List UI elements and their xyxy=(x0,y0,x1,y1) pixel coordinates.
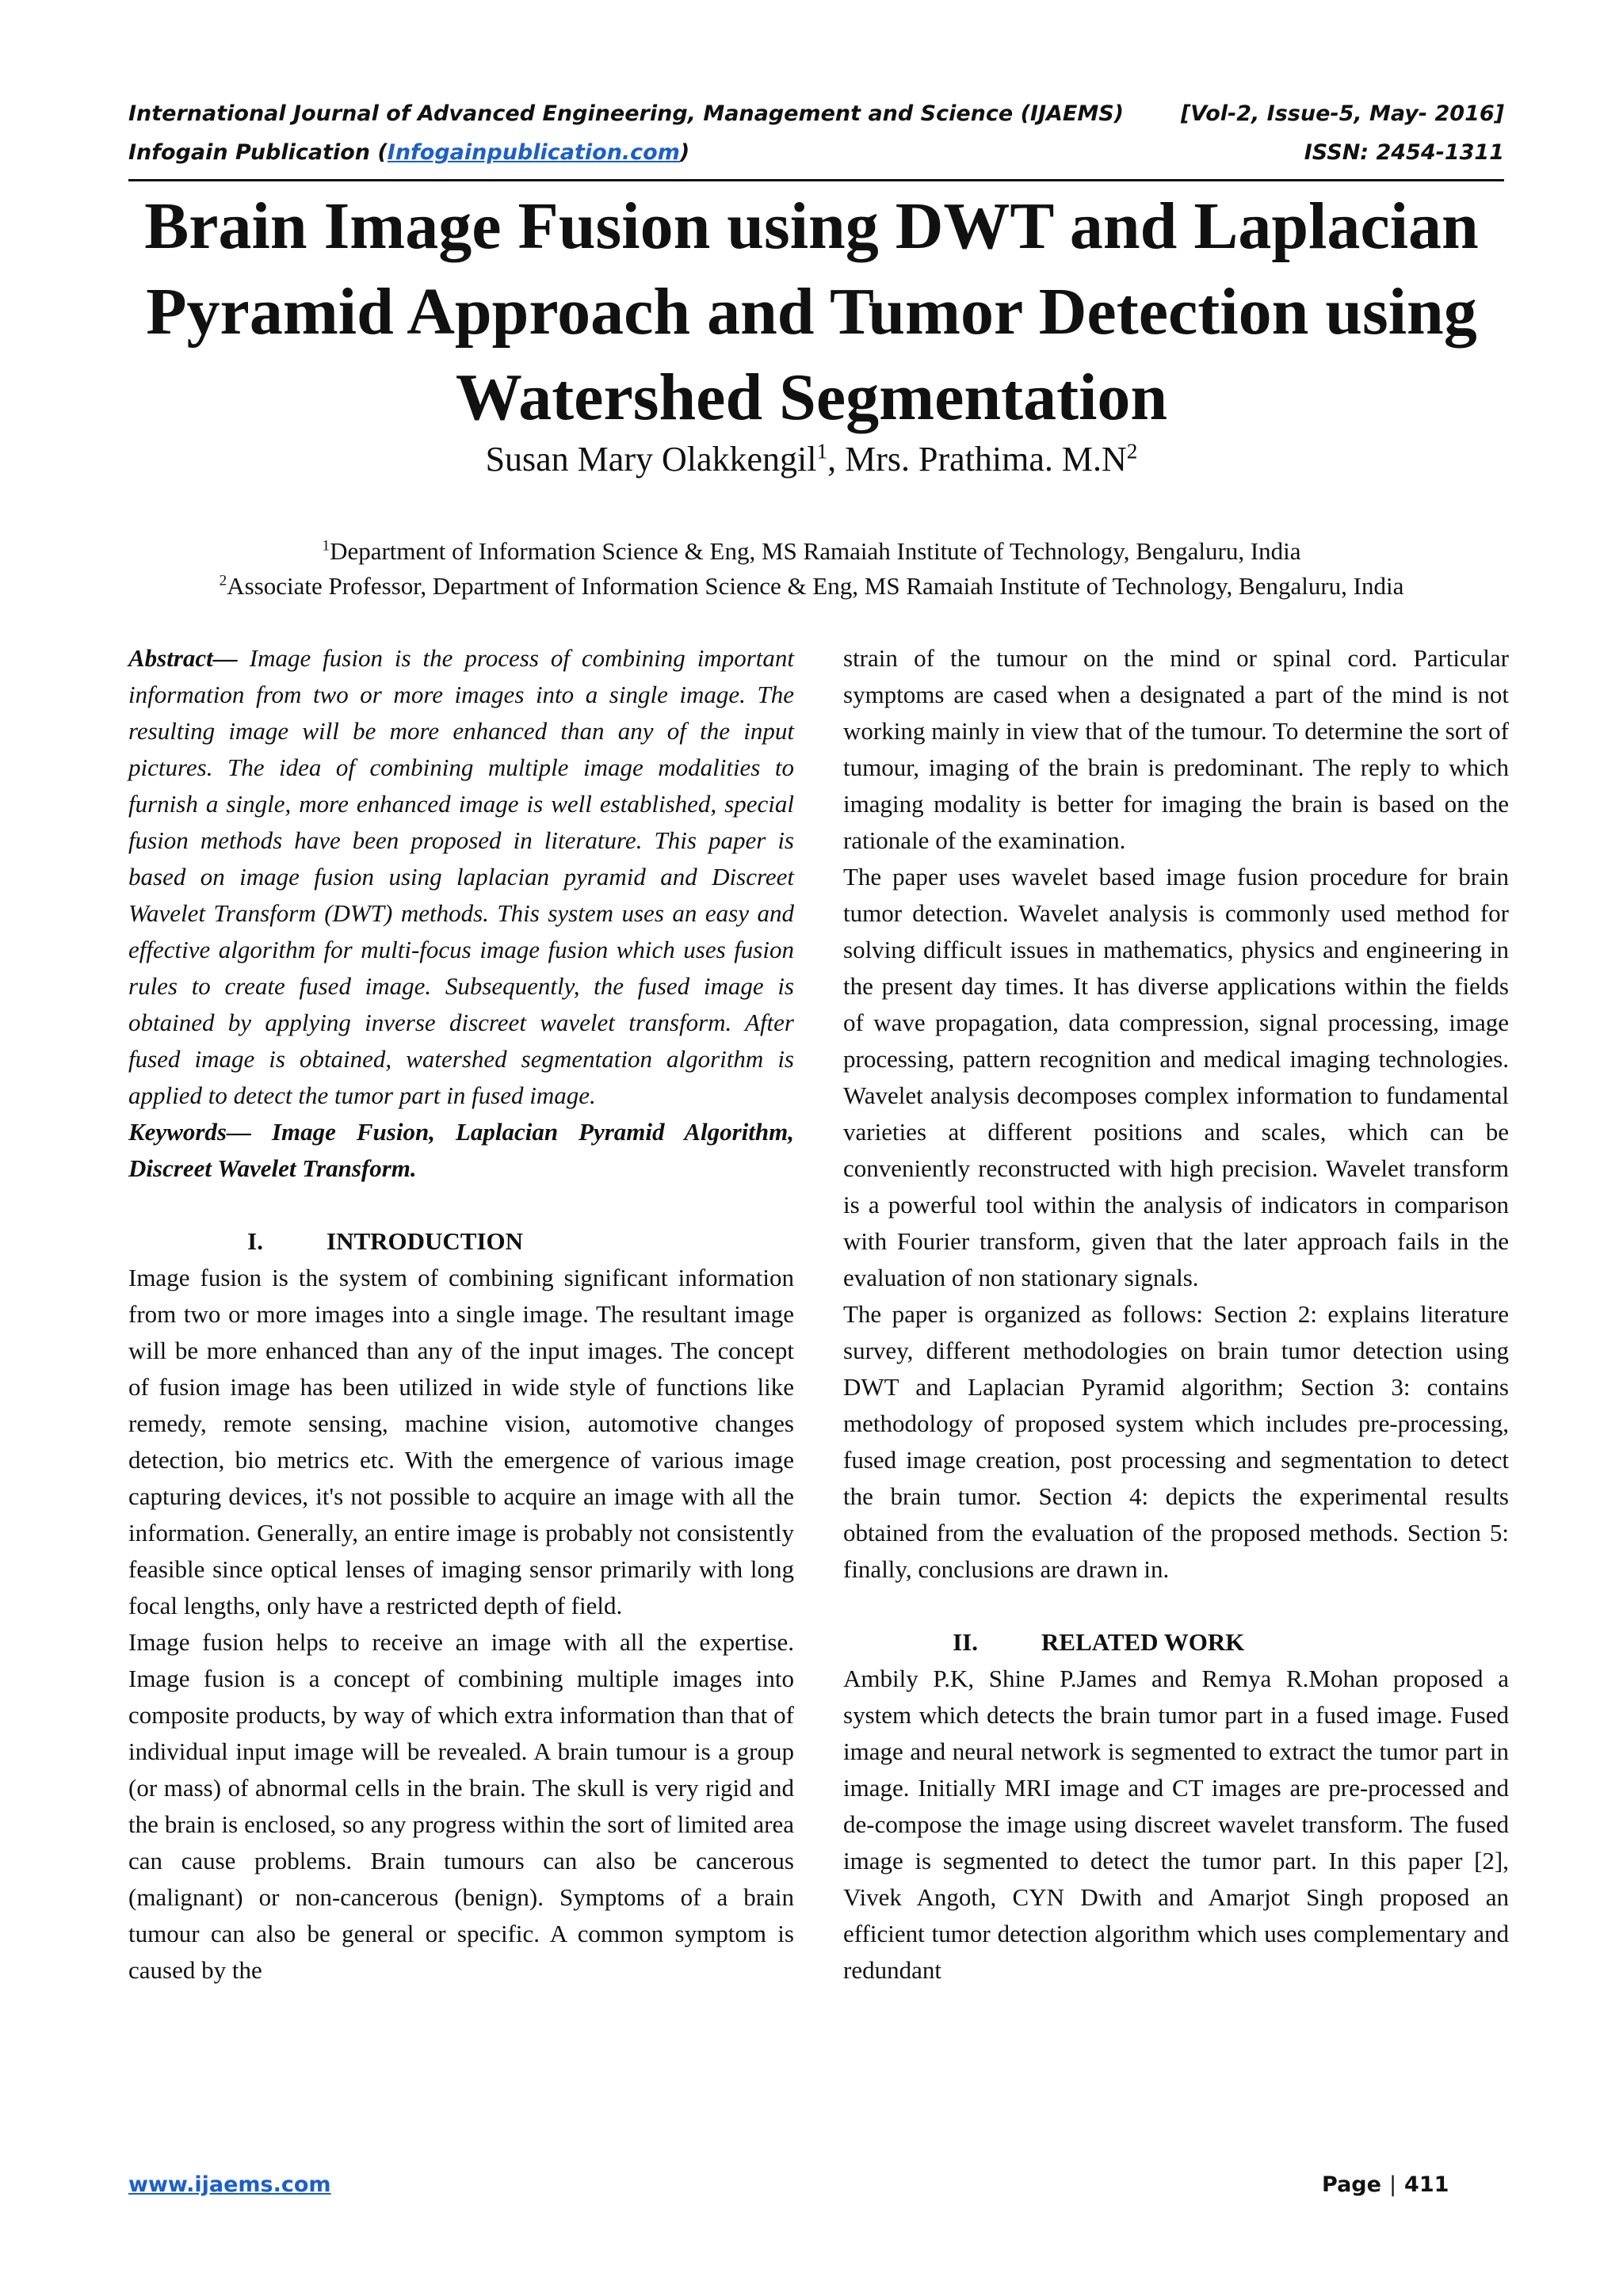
author-1-sup: 1 xyxy=(816,439,828,463)
footer-page-number xyxy=(1322,2171,1449,2199)
abstract xyxy=(128,640,794,1114)
author-1: Susan Mary Olakkengil xyxy=(485,440,817,479)
affiliation-2-sup: 2 xyxy=(219,572,227,589)
intro-paragraph-1: Image fusion is the system of combining significant information from two or more images into a single image. The resultant image will be more enhanced than any of the input images. The concept of fusion image has been utilized in wide style of functions like remedy, remote sensing, machine vision, automotive changes detection, bio metrics etc. With the emergence of various image capturing devices, it's not possible to acquire an image with all the information. Generally, an entire image is probably not consistently feasible since optical lenses of imaging sensor primarily with long focal lengths, only have a restricted depth of field. xyxy=(128,1264,794,1619)
page-separator: | xyxy=(1388,2172,1397,2197)
affiliation-1 xyxy=(95,534,1528,569)
title-line-3: Watershed Segmentation xyxy=(455,360,1168,434)
author-list xyxy=(95,437,1528,482)
paper-title xyxy=(95,184,1528,441)
author-2-sup: 2 xyxy=(1126,439,1138,463)
keywords: Keywords— Image Fusion, Laplacian Pyramid Algorithm, Discreet Wavelet Transform. xyxy=(128,1118,794,1182)
abstract-text: Image fusion is the process of combining important information from two or more images into a single image. The resulting image will be more enhanced than any of the input pictures. The idea of combining multiple image modalities to furnish a single, more enhanced image is well established, special fusion methods have been proposed in literature. This paper is based on image fusion using laplacian pyramid and Discreet Wavelet Transform (DWT) methods. This system uses an easy and effective algorithm for multi-focus image fusion which uses fusion rules to create fused image. Subsequently, the fused image is obtained by applying inverse discreet wavelet transform. After fused image is obtained, watershed segmentation algorithm is applied to detect the tumor part in fused image. xyxy=(128,644,794,1109)
affiliation-2 xyxy=(95,569,1528,604)
title-line-1: Brain Image Fusion using DWT and Laplacian xyxy=(144,189,1479,263)
affiliation-2-text: Associate Professor, Department of Information Science & Eng, MS Ramaiah Institute of Technology, Bengaluru, India xyxy=(227,572,1404,600)
section-heading-introduction xyxy=(128,1223,794,1260)
running-header-line2 xyxy=(128,139,1504,167)
volume-info: [Vol-2, Issue-5, May- 2016] xyxy=(1180,101,1504,126)
publisher-prefix: Infogain Publication ( xyxy=(128,140,388,165)
section-2-title: RELATED WORK xyxy=(1041,1628,1245,1656)
affiliation-1-sup: 1 xyxy=(322,537,330,555)
intro-paragraph-2: Image fusion helps to receive an image with all the expertise. Image fusion is a concept of combining multiple images into composite products, by way of which extra information than that of individual input image will be revealed. A brain tumour is a group (or mass) of abnormal cells in the brain. The skull is very rigid and the brain is enclosed, so any progress within the sort of limited area can cause problems. Brain tumours can also be cancerous (malignant) or non-cancerous (benign). Symptoms of a brain tumour can also be general or specific. A common symptom is caused by the xyxy=(128,1628,794,1984)
intro-paragraph-3: strain of the tumour on the mind or spinal cord. Particular symptoms are cased when a designated a part of the mind is not working mainly in view that of the tumour. To determine the sort of tumour, imaging of the brain is predominant. The reply to which imaging modality is better for imaging the brain is based on the rationale of the examination. xyxy=(843,644,1509,854)
header-rule xyxy=(128,179,1504,181)
publisher-suffix: ) xyxy=(679,140,690,165)
section-1-number: I. xyxy=(247,1227,263,1255)
footer-website-link[interactable]: www.ijaems.com xyxy=(128,2172,331,2197)
running-header-line1 xyxy=(128,100,1504,128)
affiliation-1-text: Department of Information Science & Eng, MS Ramaiah Institute of Technology, Bengaluru, India xyxy=(330,537,1301,565)
section-heading-related-work xyxy=(843,1624,1509,1661)
journal-name: International Journal of Advanced Engineering, Management and Science (IJAEMS) xyxy=(128,101,1125,126)
page-label: Page xyxy=(1322,2172,1381,2197)
page-number: 411 xyxy=(1404,2172,1449,2197)
intro-paragraph-4: The paper uses wavelet based image fusion procedure for brain tumor detection. Wavelet analysis is commonly used method for solving difficult issues in mathematics, physics and engineering in the present day times. It has diverse applications within the fields of wave propagation, data compression, signal processing, image processing, pattern recognition and medical imaging technologies. Wavelet analysis decomposes complex information to fundamental varieties at different positions and scales, which can be conveniently reconstructed with high precision. Wavelet transform is a powerful tool within the analysis of indicators in comparison with Fourier transform, given that the later approach fails in the evaluation of non stationary signals. xyxy=(843,863,1509,1291)
title-line-2: Pyramid Approach and Tumor Detection using xyxy=(146,275,1477,349)
author-2: , Mrs. Prathima. M.N xyxy=(827,440,1127,479)
issn: ISSN: 2454-1311 xyxy=(1304,140,1504,165)
section-2-number: II. xyxy=(953,1628,978,1656)
right-column xyxy=(843,640,1509,1989)
intro-paragraph-5: The paper is organized as follows: Section 2: explains literature survey, different methodologies on brain tumor detection using DWT and Laplacian Pyramid algorithm; Section 3: contains methodology of proposed system which includes pre-processing, fused image creation, post processing and segmentation to detect the brain tumor. Section 4: depicts the experimental results obtained from the evaluation of the proposed methods. Section 5: finally, conclusions are drawn in. xyxy=(843,1300,1509,1583)
left-column xyxy=(128,640,794,1989)
section-1-title: INTRODUCTION xyxy=(327,1227,524,1255)
abstract-label: Abstract— xyxy=(128,644,238,672)
related-work-paragraph-1: Ambily P.K, Shine P.James and Remya R.Mohan proposed a system which detects the brain tumor part in a fused image. Fused image and neural network is segmented to extract the tumor part in image. Initially MRI image and CT images are pre-processed and de-compose the image using discreet wavelet transform. The fused image is segmented to detect the tumor part. In this paper [2], Vivek Angoth, CYN Dwith and Amarjot Singh proposed an efficient tumor detection algorithm which uses complementary and redundant xyxy=(843,1665,1509,1984)
publisher-link[interactable]: Infogainpublication.com xyxy=(387,140,680,165)
